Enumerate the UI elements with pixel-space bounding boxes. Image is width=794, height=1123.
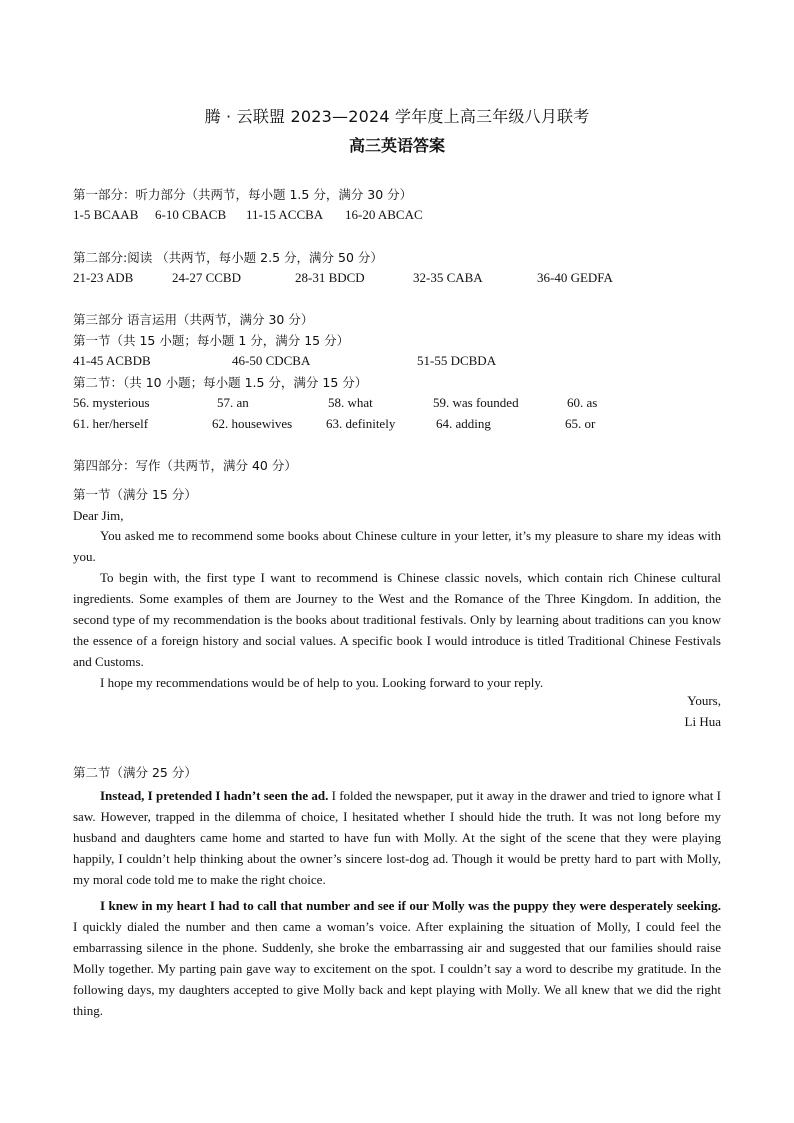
story-paragraph	[73, 895, 721, 1021]
part1-heading: 第一部分：听力部分（共两节，每小题 1.5 分，满分 30 分）	[73, 187, 413, 202]
part3-section2-heading: 第二节：（共 10 小题；每小题 1.5 分，满分 15 分）	[73, 375, 368, 390]
part4-section1-heading: 第一节（满分 15 分）	[73, 487, 197, 502]
story-text: I quickly dialed the number and then came a woman’s voice. After explaining the situation of Molly, I could feel the embarrassing silence in the phone. Suddenly, she broke the embarrassing air and suggested that our families should raise Molly together. My parting pain gave way to excitement on the spot. I couldn’t say a word to describe my gratitude. In the following days, my daughters accepted to give Molly back and kept playing with Molly. We all knew that we did the right thing.	[73, 919, 721, 1018]
blank-answer: 64. adding	[436, 416, 491, 431]
part2-heading: 第二部分:阅读 （共两节，每小题 2.5 分，满分 50 分）	[73, 250, 383, 265]
letter-paragraph: I hope my recommendations would be of help to you. Looking forward to your reply.	[100, 675, 544, 690]
letter-salutation: Dear Jim,	[73, 508, 124, 523]
story-opening-sentence: I knew in my heart I had to call that number and see if our Molly was the puppy they were desperately seeking.	[100, 898, 721, 913]
blank-answer: 62. housewives	[212, 416, 293, 431]
part2-answer: 28-31 BDCD	[295, 270, 365, 285]
story-opening-sentence: Instead, I pretended I hadn’t seen the ad.	[100, 788, 329, 803]
part1-answer: 1-5 BCAAB	[73, 207, 139, 222]
part3-section1-answer: 46-50 CDCBA	[232, 353, 311, 368]
blank-answer: 65. or	[565, 416, 596, 431]
letter-closing: Yours,	[687, 693, 721, 708]
part3-section1-answer: 41-45 ACBDB	[73, 353, 151, 368]
part2-answer: 21-23 ADB	[73, 270, 134, 285]
part3-section1-answer: 51-55 DCBDA	[417, 353, 497, 368]
part2-answer: 32-35 CABA	[413, 270, 483, 285]
blank-answer: 57. an	[217, 395, 249, 410]
letter-signature: Li Hua	[684, 714, 721, 729]
letter-paragraph: To begin with, the first type I want to recommend is Chinese classic novels, which contain rich Chinese cultural ingredients. Some examples of them are Journey to the West and the Romance of the Three Kingdom. In addition, the second type of my recommendation is the books about traditional festivals. Only by learning about traditions can you know the essence of a foreign history and social values. A specific book I would introduce is titled Traditional Chinese Festivals and Customs.	[73, 570, 721, 669]
part1-answer: 11-15 ACCBA	[246, 207, 324, 222]
blank-answer: 61. her/herself	[73, 416, 149, 431]
part4-section2-heading: 第二节（满分 25 分）	[73, 765, 197, 780]
story-paragraph	[73, 785, 721, 890]
part4-heading: 第四部分：写作（共两节，满分 40 分）	[73, 458, 297, 473]
part2-answer: 24-27 CCBD	[172, 270, 241, 285]
letter-paragraph: You asked me to recommend some books about Chinese culture in your letter, it’s my pleasure to share my ideas with you.	[73, 528, 721, 564]
blank-answer: 60. as	[567, 395, 598, 410]
part3-section1-heading: 第一节（共 15 小题；每小题 1 分，满分 15 分）	[73, 333, 350, 348]
part3-heading: 第三部分 语言运用（共两节，满分 30 分）	[73, 312, 314, 327]
story-text: I folded the newspaper, put it away in the drawer and tried to ignore what I saw. However, trapped in the dilemma of choice, I hesitated whether I should hide the truth. It was not long before my husband and daughters came home and started to have fun with Molly. At the sight of the scene that they were playing happily, I couldn’t help thinking about the owner’s sincere lost-dog ad. Though it would be pretty hard to part with Molly, my moral code told me to make the right choice.	[73, 788, 721, 887]
part2-answer: 36-40 GEDFA	[537, 270, 613, 285]
blank-answer: 59. was founded	[433, 395, 519, 410]
exam-title: 腾 · 云联盟 2023—2024 学年度上高三年级八月联考	[204, 107, 590, 126]
blank-answer: 63. definitely	[326, 416, 396, 431]
part1-answer: 16-20 ABCAC	[345, 207, 423, 222]
blank-answer: 58. what	[328, 395, 373, 410]
part1-answer: 6-10 CBACB	[155, 207, 227, 222]
blank-answer: 56. mysterious	[73, 395, 150, 410]
answer-key-title: 高三英语答案	[348, 136, 445, 155]
